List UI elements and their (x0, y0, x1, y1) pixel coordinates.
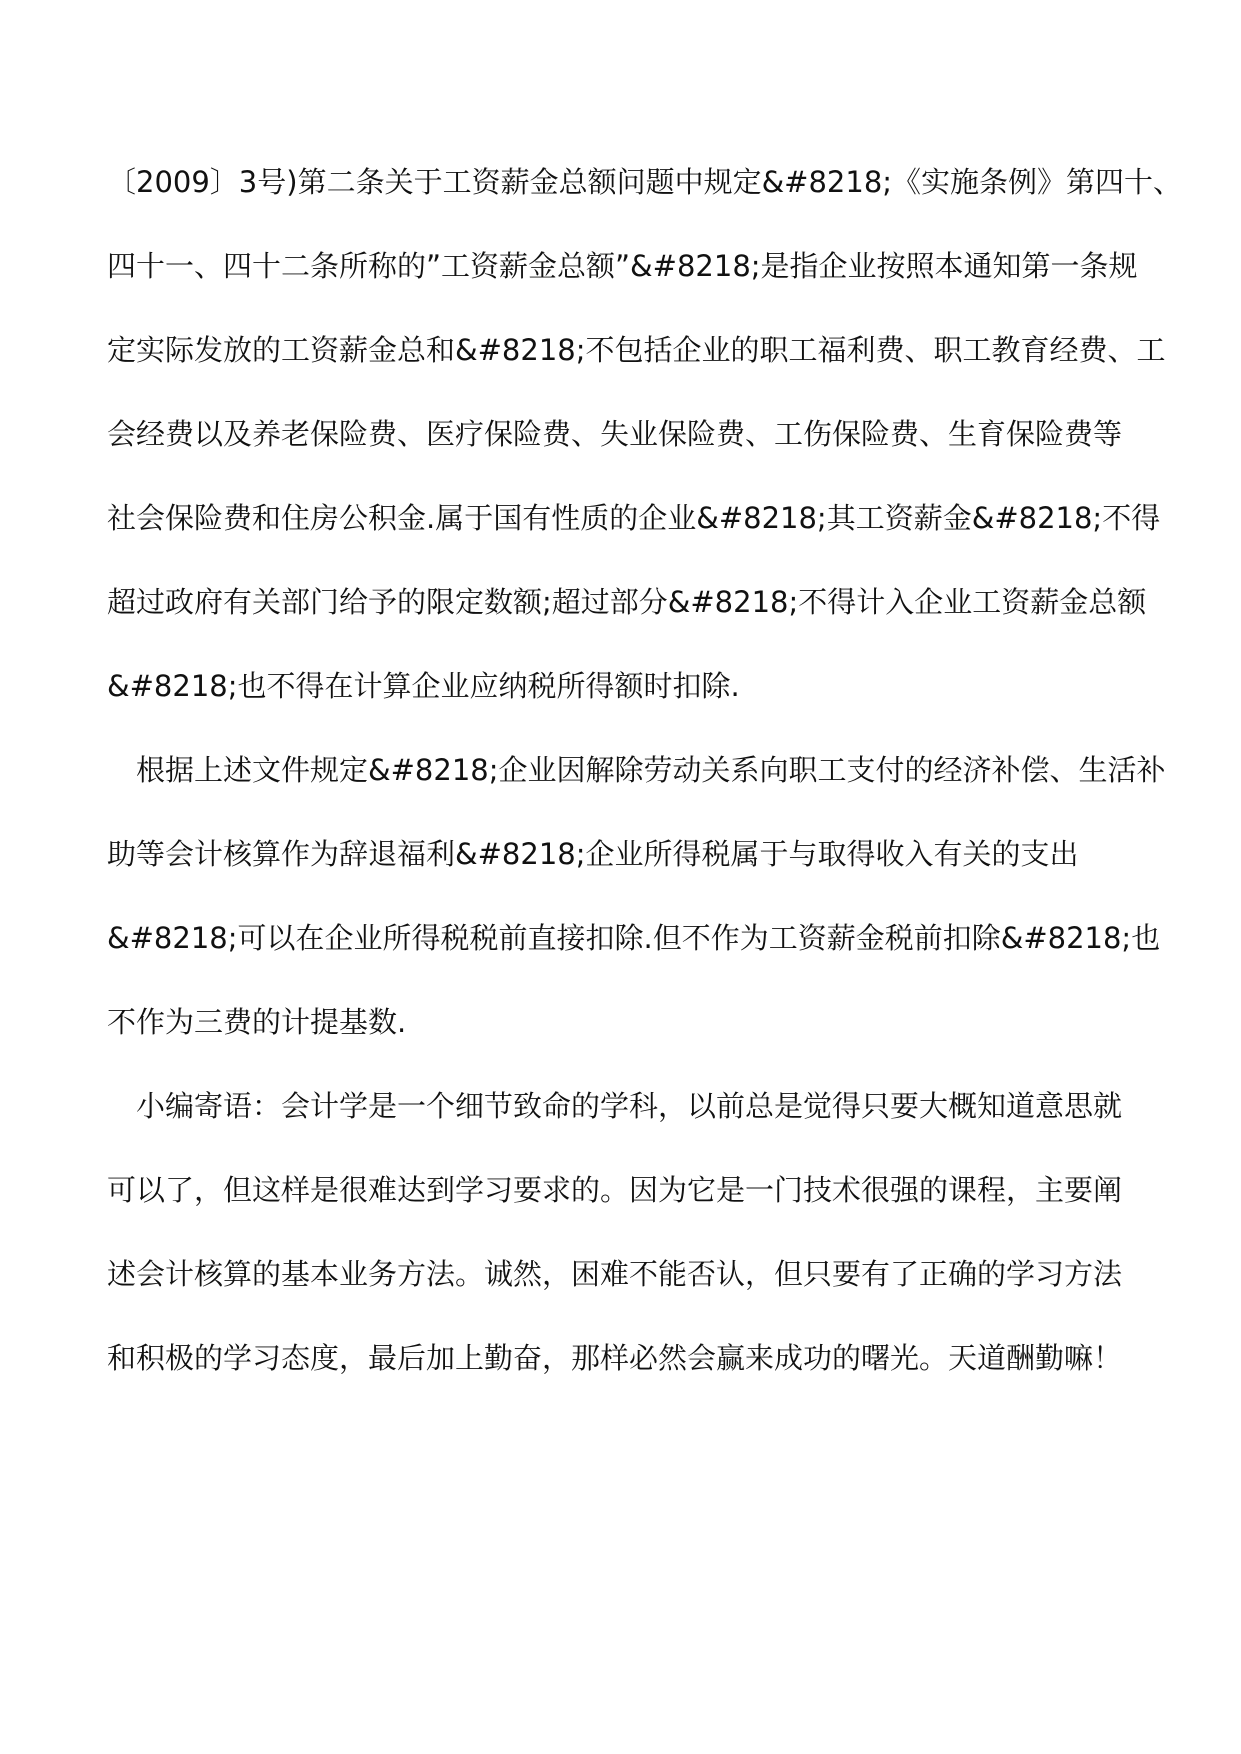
text-line: 不作为三费的计提基数. (107, 1005, 407, 1039)
text-line: 超过政府有关部门给予的限定数额;超过部分&#8218;不得计入企业工资薪金总额 (107, 585, 1147, 619)
paragraph-3 (107, 1086, 1137, 1422)
paragraph-1 (107, 162, 1183, 750)
text-line: 助等会计核算作为辞退福利&#8218;企业所得税属于与取得收入有关的支出 (107, 837, 1079, 871)
document-body (107, 162, 1183, 1422)
text-line: 会经费以及养老保险费、医疗保险费、失业保险费、工伤保险费、生育保险费等 (107, 417, 1123, 451)
text-line: 小编寄语：会计学是一个细节致命的学科，以前总是觉得只要大概知道意思就 (136, 1089, 1123, 1123)
text-line: &#8218;也不得在计算企业应纳税所得额时扣除. (107, 669, 740, 703)
text-line: 可以了，但这样是很难达到学习要求的。因为它是一门技术很强的课程，主要阐 (107, 1173, 1123, 1207)
text-line: 社会保险费和住房公积金.属于国有性质的企业&#8218;其工资薪金&#8218;不得 (107, 501, 1161, 535)
text-line: 根据上述文件规定&#8218;企业因解除劳动关系向职工支付的经济补偿、生活补 (136, 753, 1166, 787)
text-line: 〔2009〕3号)第二条关于工资薪金总额问题中规定&#8218;《实施条例》第四十、 (107, 165, 1183, 199)
text-line: 和积极的学习态度，最后加上勤奋，那样必然会赢来成功的曙光。天道酬勤嘛！ (107, 1341, 1123, 1375)
text-line: 述会计核算的基本业务方法。诚然，困难不能否认，但只要有了正确的学习方法 (107, 1257, 1123, 1291)
text-line: 定实际发放的工资薪金总和&#8218;不包括企业的职工福利费、职工教育经费、工 (107, 333, 1166, 367)
paragraph-2 (107, 750, 1166, 1086)
text-line: &#8218;可以在企业所得税税前直接扣除.但不作为工资薪金税前扣除&#8218;也 (107, 921, 1161, 955)
text-line: 四十一、四十二条所称的”工资薪金总额”&#8218;是指企业按照本通知第一条规 (107, 249, 1138, 283)
